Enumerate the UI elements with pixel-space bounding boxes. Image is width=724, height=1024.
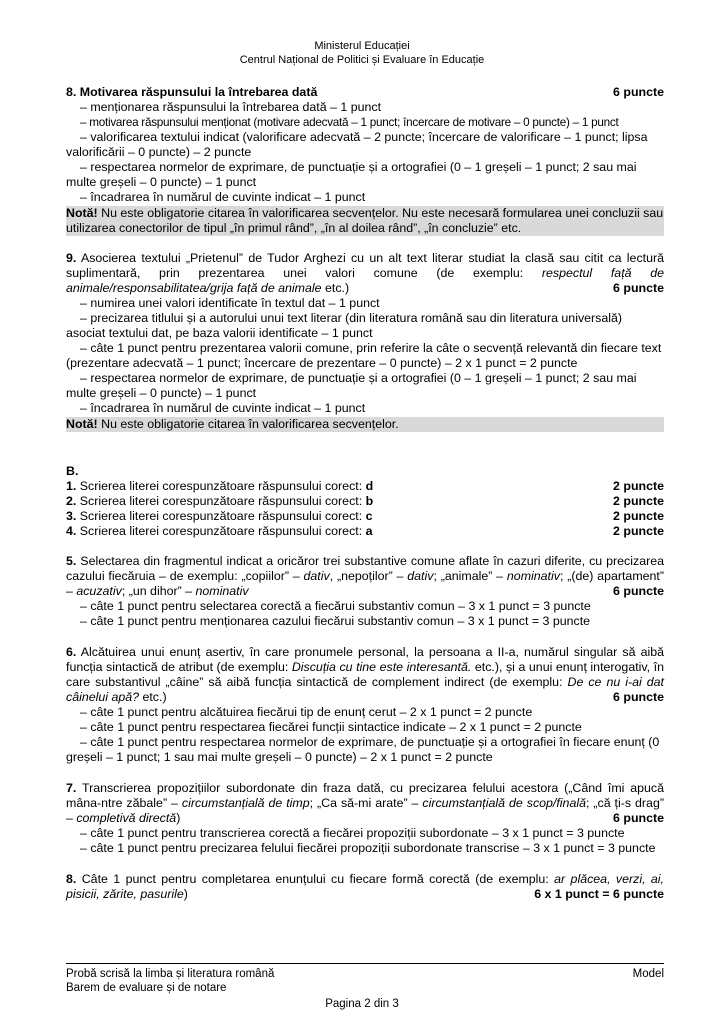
answer-row: 1. Scrierea literei corespunzătoare răspunsului corect: d 2 puncte	[66, 479, 664, 493]
question-8-title: 8. Motivarea răspunsului la întrebarea dată	[66, 85, 318, 99]
section-b	[66, 464, 664, 539]
question-7-intro: 7. Transcrierea propozițiilor subordonate din fraza dată, cu precizarea felului acestora („Când îmi apucă mâna-ntre zăbale” – circumstanțială de timp; „Ca să-mi arate” – circumstanțială de scop/finală; „că ți-s drag” – completivă directă) 6 puncte	[66, 781, 664, 825]
criterion: – câte 1 punct pentru alcătuirea fiecărui tip de enunț cerut – 2 x 1 punct = 2 puncte	[80, 705, 533, 719]
criterion: – valorificarea textului indicat (valorificare adecvată – 2 puncte; încercare de valorificare – 1 punct; lipsa valorificării – 0 puncte) – 2 puncte	[66, 130, 648, 159]
question-9-points: 6 puncte	[613, 281, 664, 295]
question-6-section	[66, 645, 664, 765]
note: Notă! Nu este obligatorie citarea în valorificarea secvențelor. Nu este necesară formularea unei concluzii sau utilizarea conectorilor de tipul „în primul rând”, „în al doilea rând”, „în concluzie” etc.	[66, 206, 664, 235]
answer-row: 3. Scrierea literei corespunzătoare răspunsului corect: c 2 puncte	[66, 509, 664, 523]
criterion: – câte 1 punct pentru respectarea normelor de exprimare, de punctuație și a ortografiei în fiecare enunț (0 greșeli – 1 punct; 1 sau mai multe greșeli – 0 puncte) – 2 x 1 punct = 2 puncte	[66, 735, 660, 764]
question-8-section	[66, 85, 664, 236]
grading-content	[66, 85, 664, 916]
question-5-points: 6 puncte	[613, 584, 664, 598]
note: Notă! Nu este obligatorie citarea în valorificarea secvențelor.	[66, 417, 664, 432]
page-header	[0, 39, 724, 67]
question-8b-intro: 8. Câte 1 punct pentru completarea enunțului cu fiecare formă corectă (de exemplu: ar plăcea, verzi, ai, pisicii, zărite, pasurile) 6 x 1 punct = 6 puncte	[66, 872, 664, 901]
criterion: – încadrarea în numărul de cuvinte indicat – 1 punct	[80, 401, 366, 415]
question-5-section	[66, 554, 664, 629]
criterion: – precizarea titlului și a autorului unui text literar (din literatura română sau din literatura universală) asociat textului dat, pe baza valorii identificate – 1 punct	[66, 311, 623, 340]
question-5-intro: 5. Selectarea din fragmentul indicat a oricăror trei substantive comune aflate în cazuri diferite, cu precizarea cazului fiecăruia – de exemplu: „copiilor” – dativ, „nepoților” – dativ; „animale” – nominativ; „(de) apartament” – acuzativ; „un dihor” – nominativ 6 puncte	[66, 554, 664, 598]
center-name: Centrul Național de Politici și Evaluare în Educație	[239, 54, 485, 66]
criterion: – câte 1 punct pentru menționarea cazului fiecărui substantiv comun – 3 x 1 punct = 3 puncte	[80, 614, 591, 628]
criterion: – respectarea normelor de exprimare, de punctuație și a ortografiei (0 – 1 greșeli – 1 punct; 2 sau mai multe greșeli – 0 puncte) – 1 punct	[66, 160, 637, 189]
criterion: – câte 1 punct pentru precizarea felului fiecărei propoziții subordonate transcrise – 3 x 1 punct = 3 puncte	[80, 841, 656, 855]
criterion: – numirea unei valori identificate în textul dat – 1 punct	[80, 296, 380, 310]
question-8b-points: 6 x 1 punct = 6 puncte	[534, 887, 664, 901]
exam-name: Probă scrisă la limba și literatura română	[66, 968, 275, 980]
page-number: Pagina 2 din 3	[325, 998, 399, 1010]
answer-row: 2. Scrierea literei corespunzătoare răspunsului corect: b 2 puncte	[66, 494, 664, 508]
question-8-points: 6 puncte	[613, 85, 664, 99]
criterion: – câte 1 punct pentru respectarea fiecărei funcții sintactice indicate – 2 x 1 punct = 2 puncte	[80, 720, 582, 734]
criterion: – motivarea răspunsului menționat (motivare adecvată – 1 punct; încercare de motivare – 0 puncte) – 1 punct	[80, 116, 619, 129]
criterion: – câte 1 punct pentru prezentarea valorii comune, prin referire la câte o secvență relevantă din fiecare text (prezentare adecvată – 1 punct; încercare de prezentare – 0 puncte) – 2 x 1 punct = 2 puncte	[66, 341, 662, 370]
document-type: Barem de evaluare și de notare	[66, 982, 227, 994]
question-8-heading	[66, 85, 664, 100]
question-9-intro: 9. Asocierea textului „Prietenul” de Tudor Arghezi cu un alt text literar studiat la clasă sau citit ca lectură suplimentară, prin prezentarea unei valori comune (de exemplu: respectul față de animale/responsabilitatea/grija față de animale etc.) 6 puncte	[66, 251, 664, 295]
question-9-section	[66, 251, 664, 432]
criterion: – menționarea răspunsului la întrebarea dată – 1 punct	[80, 100, 382, 114]
section-b-label: B.	[66, 464, 79, 478]
question-6-intro: 6. Alcătuirea unui enunț asertiv, în care pronumele personal, la persoana a II-a, numărul singular să aibă funcția sintactică de atribut (de exemplu: Discuția cu tine este interesantă. etc.), și a unui enunț interogativ, în care substantivul „câine” să aibă funcția sintactică de complement indirect (de exemplu: De ce nu i-ai dat câinelui apă? etc.) 6 puncte	[66, 645, 665, 704]
question-7-points: 6 puncte	[613, 811, 664, 825]
model-label: Model	[632, 968, 664, 980]
page-footer	[66, 963, 664, 995]
criterion: – încadrarea în numărul de cuvinte indicat – 1 punct	[80, 190, 366, 204]
criterion: – câte 1 punct pentru selectarea corectă a fiecărui substantiv comun – 3 x 1 punct = 3 puncte	[80, 599, 591, 613]
answer-row: 4. Scrierea literei corespunzătoare răspunsului corect: a 2 puncte	[66, 524, 664, 538]
criterion: – respectarea normelor de exprimare, de punctuație și a ortografiei (0 – 1 greșeli – 1 punct; 2 sau mai multe greșeli – 0 puncte) – 1 punct	[66, 371, 637, 400]
question-8b-section	[66, 872, 664, 902]
ministry-name: Ministerul Educației	[314, 40, 410, 52]
criterion: – câte 1 punct pentru transcrierea corectă a fiecărei propoziții subordonate – 3 x 1 punct = 3 puncte	[80, 826, 625, 840]
question-7-section	[66, 781, 664, 856]
question-6-points: 6 puncte	[613, 690, 664, 704]
